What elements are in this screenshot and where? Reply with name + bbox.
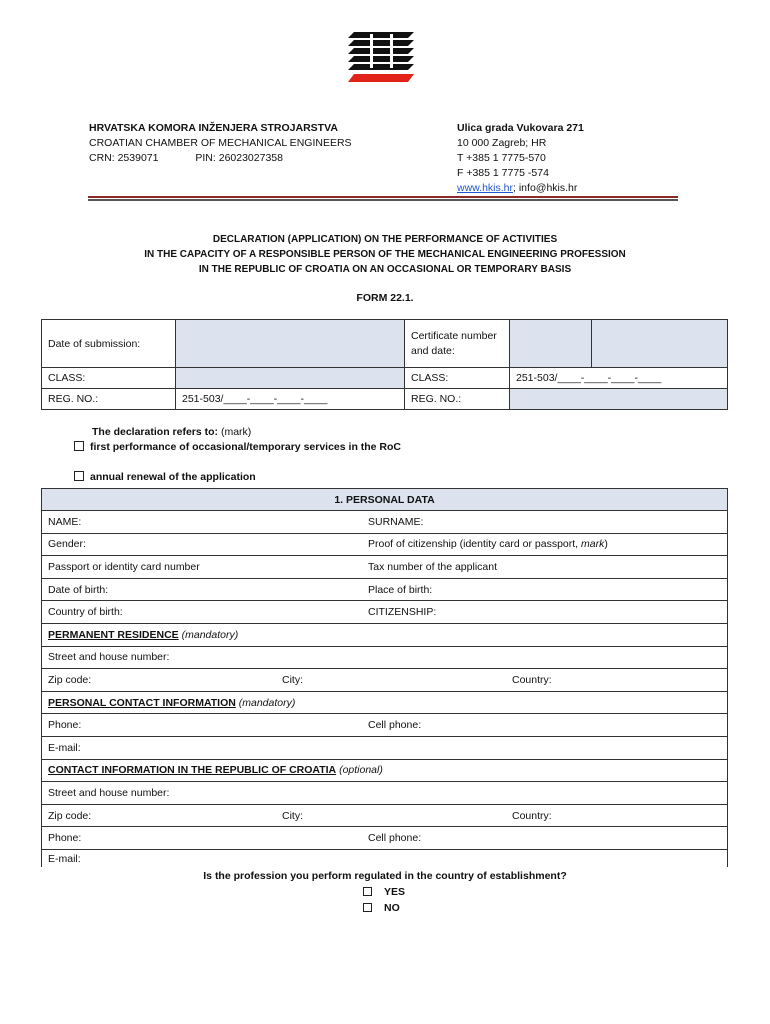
header-divider-shadow: [88, 199, 678, 201]
option-first-performance[interactable]: [74, 440, 401, 455]
phone-label: Phone:: [48, 719, 82, 732]
street-row[interactable]: Street and house number:: [42, 646, 728, 669]
cert-number-field[interactable]: [510, 320, 592, 368]
tax-label: Tax number of the applicant: [368, 560, 497, 573]
no-label: NO: [384, 902, 400, 914]
option-annual-renewal-label: annual renewal of the application: [90, 471, 256, 483]
phone-row-2[interactable]: [42, 827, 728, 850]
phone: T +385 1 7775-570: [457, 152, 546, 164]
birth-row[interactable]: [42, 578, 728, 601]
declaration-intro: [74, 425, 401, 440]
title-line-3: IN THE REPUBLIC OF CROATIA ON AN OCCASIONAL OR TEMPORARY BASIS: [198, 264, 572, 275]
gender-row[interactable]: [42, 533, 728, 556]
country-label-2: Country:: [512, 809, 552, 822]
address: Ulica grada Vukovara 271: [457, 122, 584, 134]
submission-table: [41, 319, 728, 410]
option-yes[interactable]: [363, 886, 405, 898]
perm-residence-note: (mandatory): [178, 628, 239, 641]
zip-label-2: Zip code:: [48, 809, 92, 822]
phone-label-2: Phone:: [48, 832, 82, 845]
declaration-intro-note: (mark): [218, 426, 252, 438]
cert-date-field[interactable]: [592, 320, 728, 368]
country-label: Country:: [512, 673, 552, 686]
personal-data-table: [41, 488, 728, 867]
title-line-2: IN THE CAPACITY OF A RESPONSIBLE PERSON OF THE MECHANICAL ENGINEERING PROFESSION: [144, 249, 626, 260]
phone-row[interactable]: [42, 714, 728, 737]
contact-rc-note: (optional): [336, 764, 383, 777]
perm-residence-heading: [42, 623, 728, 646]
reg-label: REG. NO.:: [42, 389, 176, 410]
zip-row[interactable]: [42, 669, 728, 692]
contact-heading: [42, 691, 728, 714]
zip-label: Zip code:: [48, 673, 92, 686]
pob-label: Place of birth:: [368, 583, 433, 596]
proof-mark: mark: [581, 538, 605, 551]
pin: PIN: 26023027358: [195, 152, 283, 164]
city-label-2: City:: [282, 809, 303, 822]
class-label: CLASS:: [42, 368, 176, 389]
perm-residence-title: PERMANENT RESIDENCE: [48, 628, 179, 641]
name-row[interactable]: [42, 511, 728, 534]
cell-label: Cell phone:: [368, 719, 422, 732]
cell-label-2: Cell phone:: [368, 832, 422, 845]
name-label: NAME:: [48, 515, 82, 528]
reg-field-right[interactable]: [510, 389, 728, 410]
email-row-2[interactable]: E-mail:: [42, 849, 728, 867]
checkbox-icon[interactable]: [363, 887, 372, 896]
regulated-question: Is the profession you perform regulated in the country of establishment?: [203, 870, 567, 882]
dob-label: Date of birth:: [48, 583, 109, 596]
section-heading: 1. PERSONAL DATA: [42, 489, 728, 511]
citizenship-label: CITIZENSHIP:: [368, 606, 437, 619]
email: ; info@hkis.hr: [513, 182, 578, 194]
proof-text: Proof of citizenship (identity card or passport,: [368, 538, 582, 551]
class-value-right[interactable]: 251-503/____-____-____-____: [510, 368, 728, 389]
date-field[interactable]: [176, 320, 405, 368]
reg-value[interactable]: 251-503/____-____-____-____: [176, 389, 405, 410]
registration-numbers: [89, 151, 352, 166]
reg-label-right: REG. NO.:: [405, 389, 510, 410]
header-divider: [88, 196, 678, 198]
form-number: FORM 22.1.: [356, 292, 414, 304]
street-row-2[interactable]: Street and house number:: [42, 782, 728, 805]
proof-label: [368, 538, 608, 550]
checkbox-icon[interactable]: [74, 441, 84, 451]
option-no[interactable]: [363, 902, 400, 914]
email-row[interactable]: E-mail:: [42, 736, 728, 759]
declaration-options: [74, 425, 401, 485]
class-label-right: CLASS:: [405, 368, 510, 389]
class-field[interactable]: [176, 368, 405, 389]
zip-row-2[interactable]: [42, 804, 728, 827]
country-birth-label: Country of birth:: [48, 606, 123, 619]
contact-note: (mandatory): [235, 696, 296, 709]
organization-info: [89, 121, 352, 166]
contact-rc-title: CONTACT INFORMATION IN THE REPUBLIC OF CROATIA: [48, 764, 337, 777]
contact-rc-heading: [42, 759, 728, 782]
cert-label: Certificate number and date:: [405, 320, 510, 368]
contact-title: PERSONAL CONTACT INFORMATION: [48, 696, 236, 709]
surname-label: SURNAME:: [368, 515, 424, 528]
city: 10 000 Zagreb; HR: [457, 137, 547, 149]
web-email: [457, 181, 584, 196]
chamber-logo: [344, 30, 418, 84]
document-title: [0, 232, 770, 277]
passport-row[interactable]: [42, 556, 728, 579]
country-row[interactable]: [42, 601, 728, 624]
option-first-performance-label: first performance of occasional/temporary services in the RoC: [90, 441, 402, 453]
option-annual-renewal[interactable]: [74, 470, 401, 485]
checkbox-icon[interactable]: [363, 903, 372, 912]
yes-label: YES: [384, 886, 406, 898]
checkbox-icon[interactable]: [74, 471, 84, 481]
crn: CRN: 2539071: [89, 152, 159, 164]
title-line-1: DECLARATION (APPLICATION) ON THE PERFORMANCE OF ACTIVITIES: [212, 234, 558, 245]
passport-label: Passport or identity card number: [48, 560, 200, 573]
website-link[interactable]: www.hkis.hr: [457, 182, 514, 194]
fax: F +385 1 7775 -574: [457, 167, 549, 179]
proof-end: ): [604, 538, 608, 551]
org-name: HRVATSKA KOMORA INŽENJERA STROJARSTVA: [89, 122, 338, 134]
gender-label: Gender:: [48, 538, 86, 551]
org-name-en: CROATIAN CHAMBER OF MECHANICAL ENGINEERS: [89, 137, 352, 149]
date-label: Date of submission:: [42, 320, 176, 368]
city-label: City:: [282, 673, 303, 686]
declaration-intro-label: The declaration refers to:: [92, 426, 219, 438]
contact-info: [457, 121, 584, 196]
